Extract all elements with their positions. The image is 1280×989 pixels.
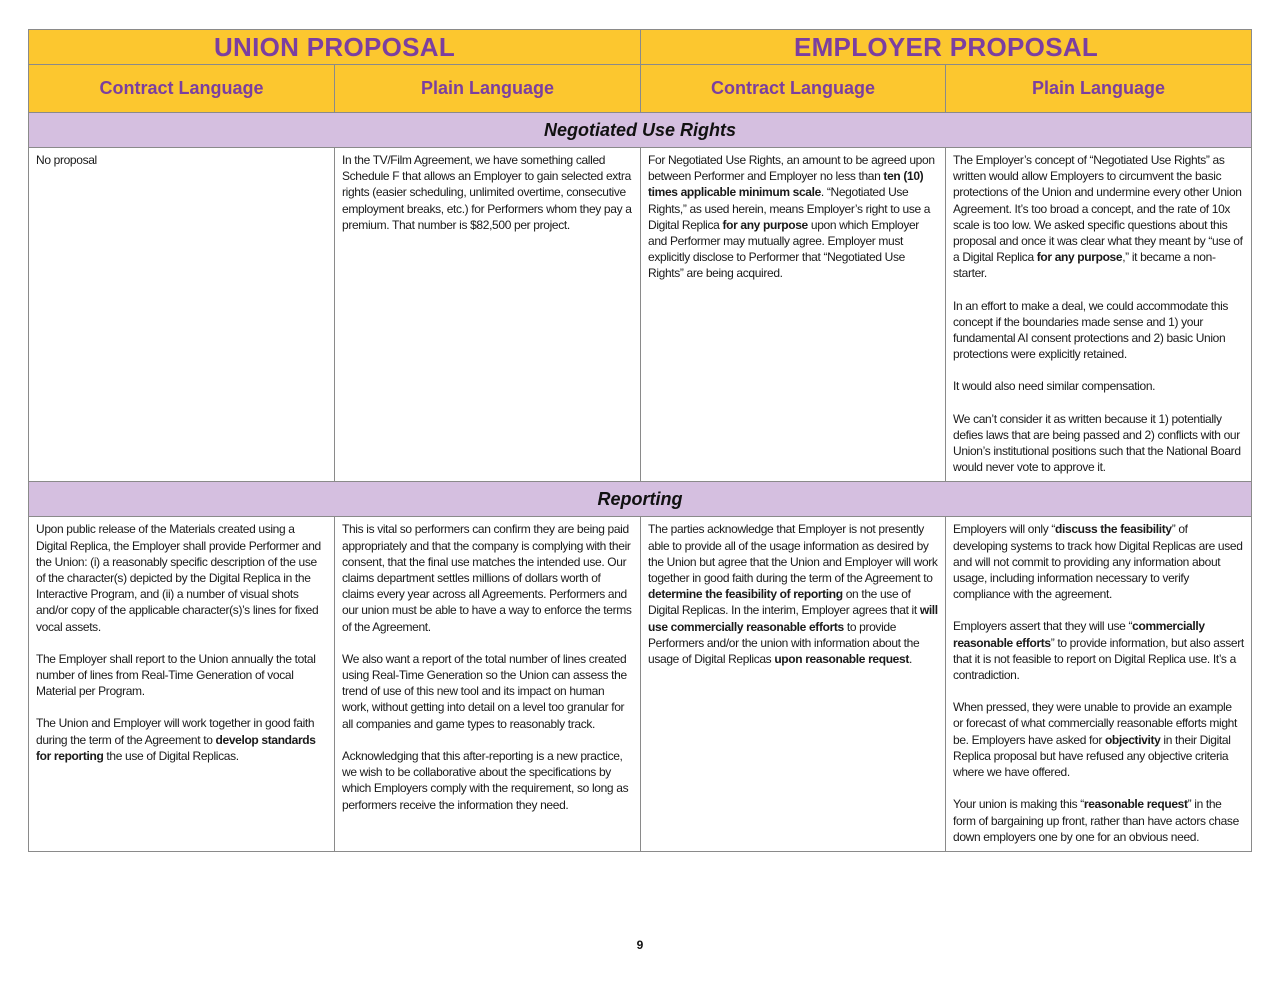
column-header-row bbox=[29, 65, 1252, 113]
text-run: This is vital so performers can confirm they are being paid appropriately and that the company is complying with their consent, that the final use matches the intended use. Our claims department settles millions of dollars worth of claims every year across all Agreements. Performers and our union must be able to have a way to enforce the terms of the Agreement. bbox=[342, 522, 632, 634]
bold-text: objectivity bbox=[1104, 732, 1161, 747]
bold-text: discuss the feasibility bbox=[1055, 522, 1172, 537]
text-run: Upon public release of the Materials created using a Digital Replica, the Employer shall provide Performer and the Union: (i) a reasonably specific description of the use of the character(s) depicted by the Digital Replica in the Interactive Program, and (ii) a number of visual shots and/or copy of the applicable character(s)’s lines for fixed vocal assets. bbox=[36, 522, 321, 634]
employer-plain-cell bbox=[946, 148, 1252, 482]
union-plain-cell bbox=[335, 517, 641, 851]
paragraph bbox=[342, 152, 633, 233]
text-run: ” of developing systems to track how Digital Replicas are used and will not commit to providing any information about usage, including information necessary to verify compliance with the agreement. bbox=[953, 522, 1243, 602]
text-run: The Employer’s concept of “Negotiated Use Rights” as written would allow Employers to circumvent the basic protections of the Union and undermine every other Union Agreement. It’s too broad a concept, and the rate of 10x scale is too low. We asked specific questions about this proposal and once it was clear what they meant by “use of a Digital Replica bbox=[953, 153, 1243, 265]
text-run: We also want a report of the total number of lines created using Real-Time Generation so the Union can assess the trend of use of this new tool and its impact on human work, without getting into detail on a level too granular for all companies and game types to reasonably track. bbox=[342, 651, 627, 731]
union-contract-cell bbox=[29, 517, 335, 851]
text-run: . bbox=[908, 652, 912, 667]
employer-plain-language-header: Plain Language bbox=[946, 65, 1252, 113]
employer-proposal-heading: EMPLOYER PROPOSAL bbox=[641, 30, 1252, 65]
text-run: In the TV/Film Agreement, we have something called Schedule F that allows an Employer to gain selected extra rights (easier scheduling, unlimited overtime, consecutive employment breaks, etc.) for Performers whom they pay a premium. That number is $82,500 per project. bbox=[342, 153, 632, 232]
text-run: ” in the form of bargaining up front, rather than have actors chase down employers one by one for an obvious need. bbox=[953, 797, 1239, 844]
bold-text: for any purpose bbox=[722, 217, 808, 232]
text-run: upon which Employer and Performer may mutually agree. Employer must explicitly disclose to Performer that “Negotiated Use Rights” are being acquired. bbox=[648, 217, 919, 281]
paragraph bbox=[648, 521, 938, 667]
union-proposal-heading: UNION PROPOSAL bbox=[29, 30, 641, 65]
text-run: It would also need similar compensation. bbox=[953, 379, 1156, 394]
text-run: No proposal bbox=[36, 153, 97, 167]
section-title-reporting: Reporting bbox=[29, 482, 1252, 517]
page bbox=[28, 29, 1251, 852]
bold-text: for any purpose bbox=[1036, 250, 1123, 265]
text-run: . “Negotiated Use Rights,” as used herein, means Employer’s right to use a Digital Replica bbox=[648, 185, 931, 232]
section-title-row bbox=[29, 113, 1252, 148]
negotiated-use-rights-row bbox=[29, 148, 1252, 482]
paragraph bbox=[953, 152, 1244, 282]
employer-contract-cell bbox=[641, 517, 946, 851]
text-run: Employers will only “ bbox=[953, 522, 1056, 537]
employer-contract-cell bbox=[641, 148, 946, 482]
employer-contract-language-header: Contract Language bbox=[641, 65, 946, 113]
paragraph bbox=[953, 378, 1244, 394]
text-run: In an effort to make a deal, we could accommodate this concept if the boundaries made sense and 1) your fundamental AI consent protections and 2) basic Union protections were explicitly retained. bbox=[953, 298, 1229, 362]
paragraph bbox=[36, 715, 327, 764]
text-run: on the use of Digital Replicas. In the interim, Employer agrees that it bbox=[648, 587, 920, 618]
paragraph bbox=[953, 411, 1244, 476]
bold-text: ten (10) times applicable minimum scale bbox=[648, 169, 924, 200]
paragraph bbox=[648, 152, 938, 282]
bold-text: commercially reasonable efforts bbox=[953, 619, 1205, 650]
text-run: in their Digital Replica proposal but have refused any objective criteria where we have offered. bbox=[953, 732, 1231, 780]
paragraph bbox=[953, 298, 1244, 363]
paragraph bbox=[953, 521, 1244, 602]
text-run: Employers assert that they will use “ bbox=[953, 619, 1133, 634]
paragraph bbox=[342, 651, 633, 732]
union-contract-cell bbox=[29, 148, 335, 482]
section-title-negotiated-use-rights: Negotiated Use Rights bbox=[29, 113, 1252, 148]
paragraph bbox=[36, 651, 327, 700]
proposal-header-row bbox=[29, 30, 1252, 65]
text-run: The Union and Employer will work together in good faith during the term of the Agreement to bbox=[36, 716, 315, 747]
text-run: the use of Digital Replicas. bbox=[103, 748, 239, 763]
bold-text: will use commercially reasonable efforts bbox=[648, 603, 938, 634]
text-run: to provide Performers and/or the union with information about the usage of Digital Replicas bbox=[648, 619, 920, 667]
text-run: ” to provide information, but also assert that it is not feasible to report on Digital Replica use. It’s a contradiction. bbox=[953, 635, 1244, 683]
paragraph bbox=[36, 152, 327, 168]
bold-text: determine the feasibility of reporting bbox=[648, 587, 843, 602]
bold-text: reasonable request bbox=[1083, 797, 1188, 812]
paragraph bbox=[342, 521, 633, 634]
text-run: Your union is making this “ bbox=[953, 797, 1084, 812]
text-run: For Negotiated Use Rights, an amount to be agreed upon between Performer and Employer no less than bbox=[648, 153, 935, 184]
proposal-comparison-table bbox=[28, 29, 1252, 852]
text-run: Acknowledging that this after-reporting is a new practice, we wish to be collaborative about the specifications by which Employers comply with the requirement, so long as performers receive the information they need. bbox=[342, 748, 629, 812]
bold-text: upon reasonable request bbox=[774, 652, 909, 667]
text-run: The Employer shall report to the Union annually the total number of lines from Real-Time Generation of vocal Material per Program. bbox=[36, 651, 316, 699]
employer-plain-cell bbox=[946, 517, 1252, 851]
union-contract-language-header: Contract Language bbox=[29, 65, 335, 113]
paragraph bbox=[342, 748, 633, 813]
paragraph bbox=[953, 796, 1244, 845]
paragraph bbox=[953, 618, 1244, 683]
union-plain-language-header: Plain Language bbox=[335, 65, 641, 113]
text-run: The parties acknowledge that Employer is not presently able to provide all of the usage information as desired by the Union but agree that the Union and Employer will work together in good faith during the term of the Agreement to bbox=[648, 522, 938, 586]
text-run: When pressed, they were unable to provide an example or forecast of what commercially reasonable efforts might be. Employers have asked for bbox=[953, 700, 1237, 747]
paragraph bbox=[36, 521, 327, 634]
union-plain-cell bbox=[335, 148, 641, 482]
text-run: ,” it became a non-starter. bbox=[953, 250, 1216, 281]
paragraph bbox=[953, 699, 1244, 780]
text-run: We can’t consider it as written because it 1) potentially defies laws that are being passed and 2) conflicts with our Union’s institutional positions such that the National Board would never vote to approve it. bbox=[953, 411, 1241, 475]
bold-text: develop standards for reporting bbox=[36, 732, 316, 763]
reporting-row bbox=[29, 517, 1252, 851]
section-title-row bbox=[29, 482, 1252, 517]
page-number: 9 bbox=[636, 938, 644, 952]
